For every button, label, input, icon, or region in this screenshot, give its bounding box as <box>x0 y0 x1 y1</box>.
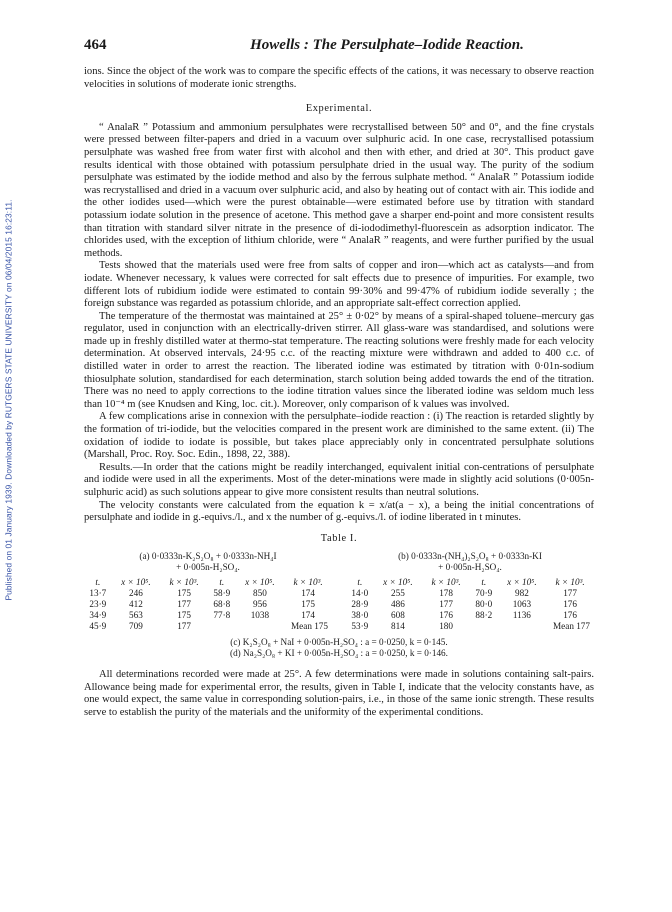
header-cell: x × 10⁵. <box>121 576 151 587</box>
header-cell: k × 10³. <box>431 576 461 587</box>
table-cell: 80·0 <box>475 598 493 609</box>
table-cell: 982 <box>515 587 529 598</box>
table-cell: 45·9 <box>89 621 107 632</box>
header-cell: x × 10⁵. <box>245 576 275 587</box>
table-cell: 174 <box>301 587 315 598</box>
table-mean: Mean 175 <box>291 621 328 632</box>
table-row <box>346 588 594 599</box>
table-cell: 956 <box>253 598 267 609</box>
table-cell: 14·0 <box>351 587 369 598</box>
table-cell: 177 <box>177 621 191 632</box>
paragraph-temperature: The temperature of the thermostat was maintained at 25° ± 0·02° by means of a spiral-shaped toluene–mercury gas regulator, used in conjunction with an electrically-driven stirrer. All glass-ware was standardised, and solutions were made up in freshly distilled water at thermo-stat temperature. The reacting solutions were freshly made for each velocity determination. At observed intervals, 24·95 c.c. of the reacting mixture were withdrawn and added to 400 c.c. of distilled water in order to arrest the reaction. The liberated iodine was estimated by titration with 0·01n-sodium thiosulphate solution, standardised for each determination, starch solution being added towards the end of the titration. There was no need to apply corrections to the iodine titration values since the liberated iodine was seldom much less than 10⁻⁴ m (see Knudsen and King, loc. cit.). Moreover, only comparison of k values was involved. <box>84 310 594 410</box>
header-cell: k × 10³. <box>169 576 199 587</box>
table-cell: 58·9 <box>213 587 231 598</box>
table-cell: 1038 <box>250 610 270 621</box>
header-cell: k × 10³. <box>293 576 323 587</box>
paragraph-complications: A few complications arise in connexion with the persulphate–iodide reaction : (i) The reaction is retarded slightly by the formation of tri-iodide, but the velocities compared in the present work are diminished to the same extent. (ii) The oxidation of iodide to iodate is possible, but takes place appreciably only in concentrated persulphate solutions (Marshall, Proc. Roy. Soc. Edin., 1898, 22, 388). <box>84 411 594 461</box>
table-cell: 176 <box>563 610 577 621</box>
section-title: Experimental. <box>305 103 373 115</box>
table-cell: 1136 <box>512 610 531 621</box>
header-cell: t. <box>357 576 363 587</box>
table-i <box>84 551 594 632</box>
table-cell: 486 <box>391 598 405 609</box>
table-cell: 13·7 <box>89 587 107 598</box>
closing-paragraph: All determinations recorded were made at 25°. A few determinations were made in solutions containing salt-pairs. Allowance being made for experimental error, the results, given in Table I, indicate that the velocity constants have, as one would expect, the same value in corresponding solution-pairs, i.e., in those of the same ionic strength. These results serve to establish the purity of the materials and the uniformity of the experimental conditions. <box>84 668 594 718</box>
table-caption-b <box>346 551 594 572</box>
table-cell: 176 <box>439 610 453 621</box>
table-cell: 1063 <box>512 598 532 609</box>
table-cell: 34·9 <box>89 610 107 621</box>
paragraph-results: Results.—In order that the cations might be readily interchanged, equivalent initial con-centrations of persulphate and iodide were used in all the experiments. Most of the deter-minations were made in slightly acid solutions (0·005n-sulphuric acid) as such solutions appear to give more consistent results than neutral solutions. <box>84 461 594 498</box>
table-row <box>346 599 594 610</box>
article-body <box>84 66 594 719</box>
header-cell: x × 10⁵. <box>507 576 537 587</box>
table-cell: 175 <box>177 610 191 621</box>
table-cell: 53·9 <box>351 621 369 632</box>
table-caption-a <box>84 551 332 572</box>
table-cell: 608 <box>391 610 405 621</box>
table-block-a <box>84 551 332 632</box>
table-cell: 68·8 <box>213 598 231 609</box>
download-note: Published on 01 January 1939. Downloaded by RUTGERS STATE UNIVERSITY on 06/04/2015 16:23:11. <box>4 199 14 601</box>
data-table-a <box>84 577 332 633</box>
table-row <box>84 599 332 610</box>
table-cell: 174 <box>301 610 315 621</box>
header-cell: t. <box>95 576 101 587</box>
paragraph-equation: The velocity constants were calculated from the equation k = x/at(a − x), a being the initial concentrations of persulphate and iodide in g.-equivs./l., and x the number of g.-equivs./l. of iodine liberated in t minutes. <box>84 499 594 524</box>
table-cell: 178 <box>439 587 453 598</box>
table-cell: 23·9 <box>89 598 107 609</box>
paragraph-materials: “ AnalaR ” Potassium and ammonium persulphates were recrystallised between 50° and 0°, and the fine crystals were pressed between filter-papers and dried in a vacuum over sulphuric acid. In one case, recrystallised potassium persulphate was washed free from water first with alcohol and then with ether, and dried at 30°. This product gave results identical with those obtained with potassium persulphate dried in the usual way. The purity of the sodium persulphate was estimated by the iodide method and also by the ferrous sulphate method. “ AnalaR ” Potassium iodide was recrystallised and dried in a vacuum over sulphuric acid, and also by heating out of contact with air. This iodide and the other iodides used—which were the purest obtainable—were estimated before use by titration with standard potassium iodate solution in the presence of acetone. This method gave a sharper end-point and more consistent results than titration with standard silver nitrate in the presence of di-iododimethyl-fluorescein as adsorption indicator. The chlorides used, with the exception of lithium chloride, were “ AnalaR ” reagents, and were further purified by the usual methods. <box>84 121 594 259</box>
caption-a-line1: (a) 0·0333n-K₂S₂O₈ + 0·0333n-NH₄I <box>139 551 277 562</box>
header-cell: t. <box>219 576 225 587</box>
table-cell: 77·8 <box>213 610 231 621</box>
table-cell: 177 <box>563 587 577 598</box>
table-row <box>84 588 332 599</box>
table-note-d: (d) Na₂S₂O₈ + KI + 0·005n-H₂SO₄ : a = 0·0250, k = 0·146. <box>230 647 448 658</box>
table-cell: 180 <box>439 621 453 632</box>
data-table-b <box>346 577 594 633</box>
table-cell: 70·9 <box>475 587 493 598</box>
table-mean: Mean 177 <box>553 621 590 632</box>
table-row <box>346 610 594 621</box>
header-cell: k × 10³. <box>555 576 585 587</box>
table-cell: 255 <box>391 587 405 598</box>
table-cell: 177 <box>439 598 453 609</box>
paragraph-tests: Tests showed that the materials used were free from salts of copper and iron—which act as catalysts—and from iodate. Whenever necessary, k values were corrected for salt effects due to presence of impurities. For example, two different lots of rubidium iodide were estimated to contain 99·30% and 99·47% of rubidium iodide severally ; the foreign substance was regarded as potassium chloride, and an appropriate salt-effect correction applied. <box>84 260 594 310</box>
table-row <box>84 621 332 632</box>
table-title: Table I. <box>320 532 358 544</box>
caption-a-line2: + 0·005n-H₂SO₄. <box>176 561 240 572</box>
table-cell: 709 <box>129 621 143 632</box>
table-cell: 175 <box>301 598 315 609</box>
header-cell: x × 10⁵. <box>383 576 413 587</box>
table-header-row <box>346 577 594 588</box>
table-row <box>84 610 332 621</box>
table-note-c: (c) K₂S₂O₈ + NaI + 0·005n-H₂SO₄ : a = 0·0250, k = 0·145. <box>230 636 448 647</box>
table-cell: 88·2 <box>475 610 493 621</box>
table-block-b <box>346 551 594 632</box>
table-cell: 814 <box>391 621 405 632</box>
running-title: Howells : The Persulphate–Iodide Reaction. <box>250 37 524 53</box>
header-cell: t. <box>481 576 487 587</box>
intro-paragraph: ions. Since the object of the work was to compare the specific effects of the cations, it was necessary to observe reaction velocities in solutions of moderate ionic strengths. <box>84 66 594 90</box>
table-cell: 28·9 <box>351 598 369 609</box>
table-cell: 563 <box>129 610 143 621</box>
table-cell: 412 <box>129 598 143 609</box>
table-cell: 176 <box>563 598 577 609</box>
table-cell: 38·0 <box>351 610 369 621</box>
table-cell: 175 <box>177 587 191 598</box>
caption-b-line2: + 0·005n-H₂SO₄. <box>438 561 502 572</box>
table-cell: 246 <box>129 587 143 598</box>
table-header-row <box>84 577 332 588</box>
table-cell: 177 <box>177 598 191 609</box>
table-cell: 850 <box>253 587 267 598</box>
table-notes <box>84 637 594 659</box>
table-row <box>346 621 594 632</box>
page-number: 464 <box>84 37 107 53</box>
caption-b-line1: (b) 0·0333n-(NH₄)₂S₂O₈ + 0·0333n-KI <box>398 551 542 562</box>
download-watermark <box>2 40 16 760</box>
